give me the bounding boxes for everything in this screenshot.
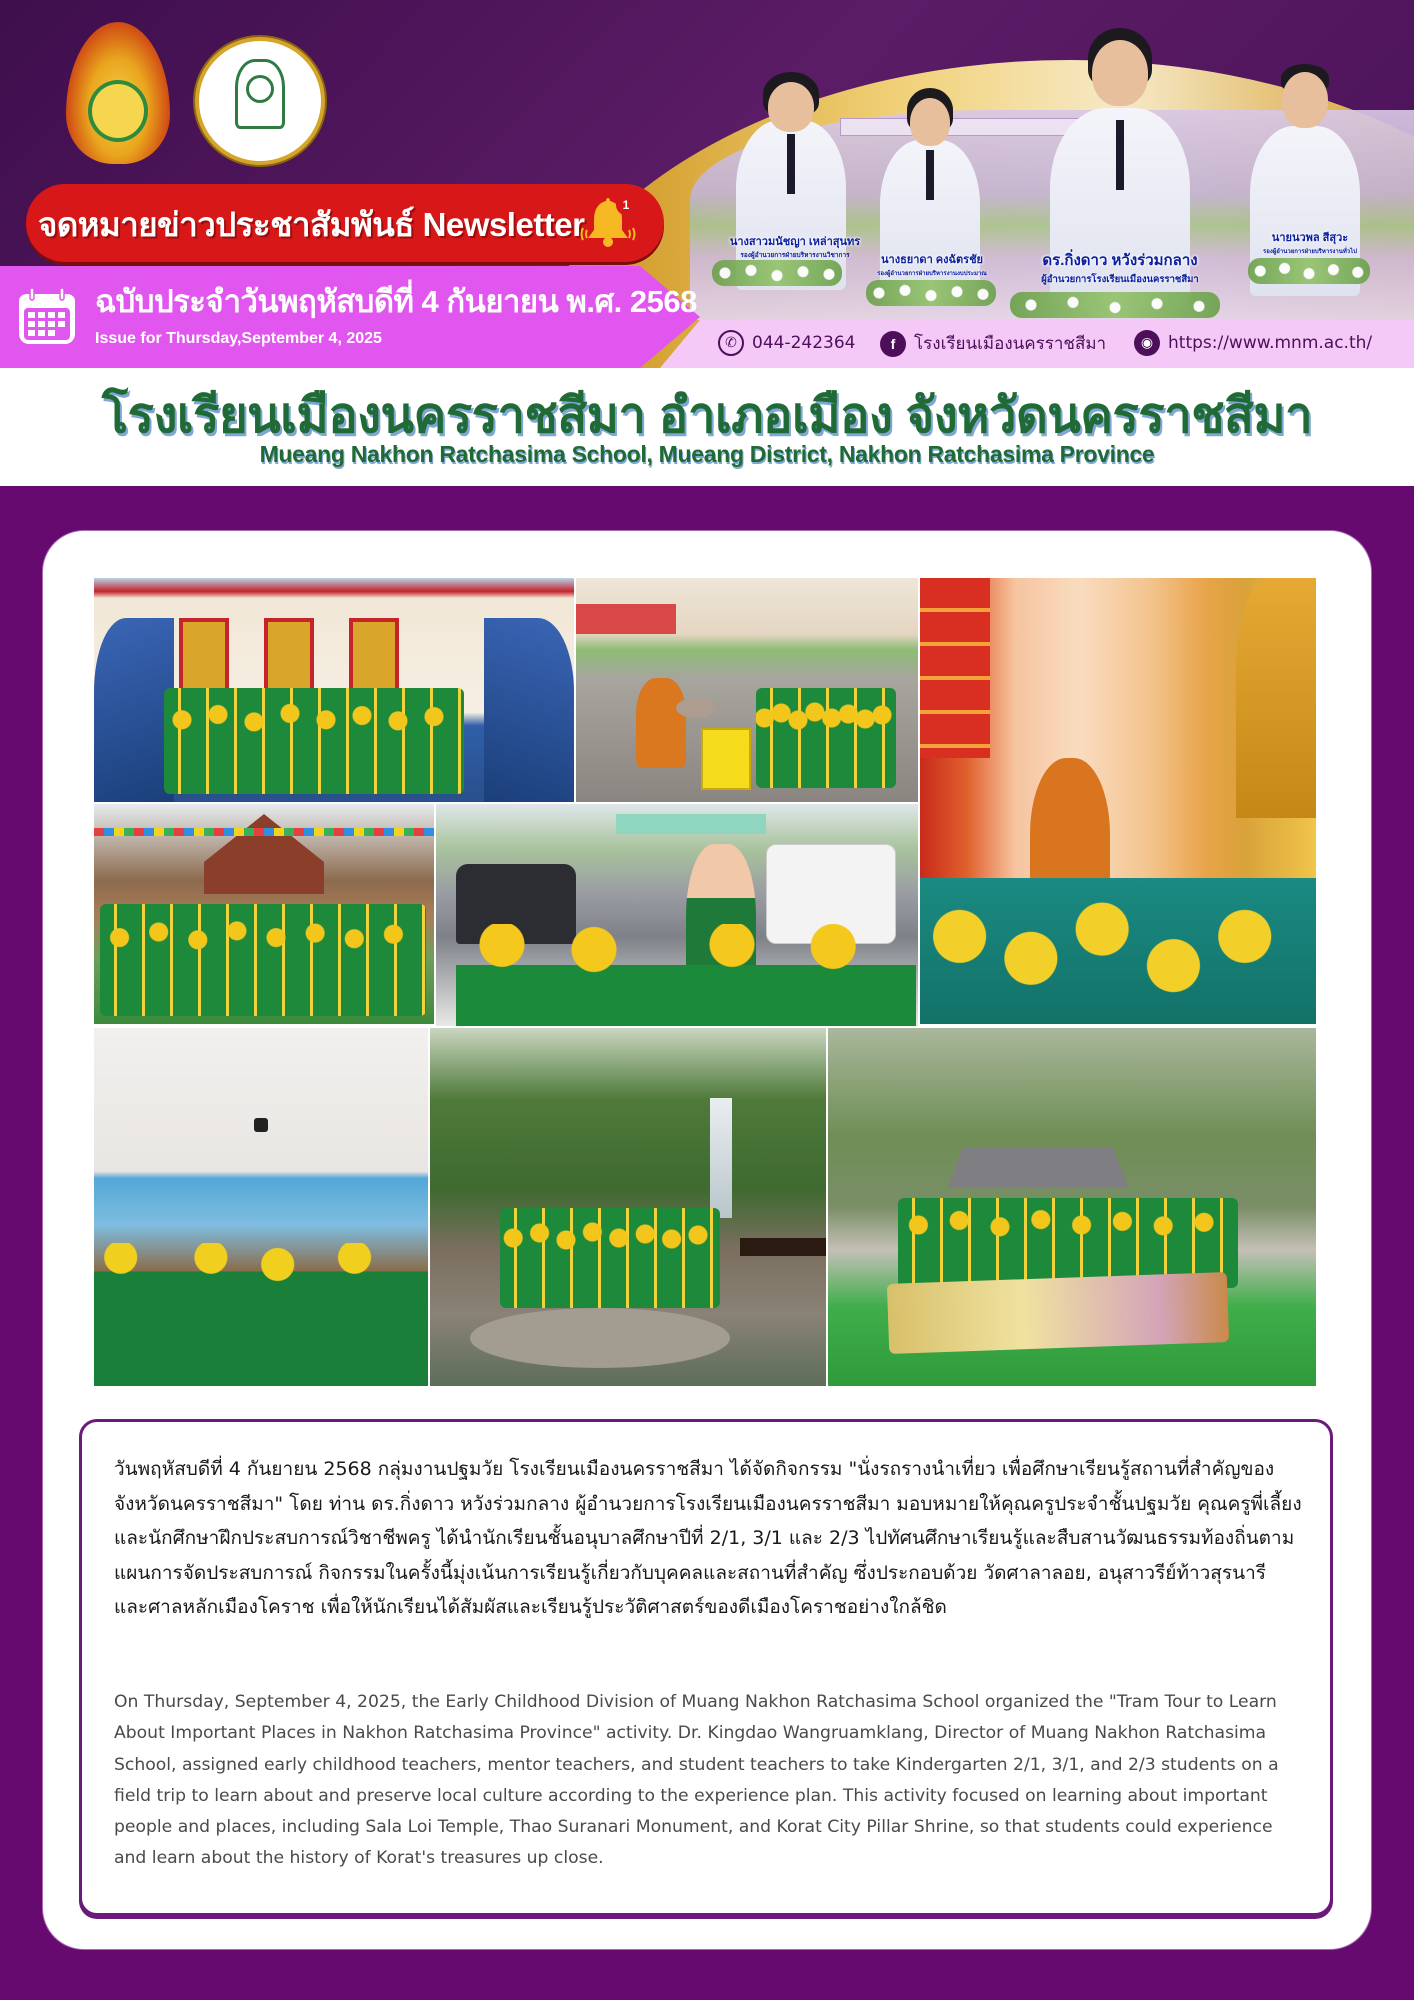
naga-statue-right <box>484 618 574 802</box>
students-group <box>100 904 426 1016</box>
flower-garland <box>1010 292 1220 318</box>
face <box>1282 72 1328 128</box>
flower-garland <box>1248 258 1370 284</box>
photo-waterfall-group[interactable] <box>430 1028 826 1386</box>
facebook-icon: f <box>880 331 906 357</box>
staff-caption-director <box>1030 248 1210 287</box>
waterfall-sign <box>740 1238 826 1256</box>
calendar-icon <box>16 286 78 348</box>
staff-role: ผู้อำนวยการโรงเรียนเมืองนครราชสีมา <box>1041 274 1199 285</box>
photo-monk-ordination-hall[interactable] <box>920 578 1316 1024</box>
photo-collage <box>94 578 1316 1386</box>
naga-statue-left <box>94 618 174 802</box>
photo-banner-group[interactable] <box>828 1028 1316 1386</box>
obec-emblem-logo <box>66 22 170 164</box>
photo-temple-naga-group[interactable] <box>94 578 574 802</box>
notification-badge: 1 <box>616 195 636 215</box>
staff-role: รองผู้อำนวยการฝ่ายบริหารงานทั่วไป <box>1263 249 1357 255</box>
necktie <box>1116 120 1124 190</box>
students-group <box>500 1208 720 1308</box>
temple-window <box>349 618 399 698</box>
students-seated <box>920 878 1316 1024</box>
article-paragraph-english: On Thursday, September 4, 2025, the Early Childhood Division of Muang Nakhon Ratchasima School organized the "Tram Tour to Learn About Important Places in Nakhon Ratchasima Province" activity. Dr. Kingdao Wangruamklang, Director of Muang Nakhon Ratchasima School, assigned early childhood teachers, mentor teachers, and student teachers to take Kindergarten 2/1, 3/1, and 2/3 students on a field trip to learn about and preserve local culture according to the experience plan. This activity focused on learning about important people and places, including Sala Loi Temple, Thao Suranari Monument, and Korat City Pillar Shrine, so that students could experience and learn about the history of Korat's treasures up close. <box>114 1692 1279 1869</box>
temple-window <box>179 618 229 698</box>
contact-website[interactable] <box>1134 330 1372 356</box>
staff-name: นายนวพล สีสุวะ <box>1271 232 1349 244</box>
face <box>910 98 950 146</box>
staff-caption-budget <box>862 250 1002 278</box>
red-pillar <box>920 578 990 758</box>
school-emblem-logo <box>195 37 325 165</box>
staff-caption-general <box>1245 228 1375 256</box>
staff-name: ดร.กิ่งดาว หวังร่วมกลาง <box>1042 252 1198 269</box>
staff-name: นางธยาดา คงฉัตรชัย <box>881 254 983 266</box>
necktie <box>926 150 934 200</box>
issue-date-thai: ฉบับประจำวันพฤหัสบดีที่ 4 กันยายน พ.ศ. 2568 <box>95 284 697 319</box>
temple-window <box>264 618 314 698</box>
phone-icon: ✆ <box>718 330 744 356</box>
contact-facebook[interactable] <box>880 330 1106 357</box>
yellow-sign <box>701 728 751 790</box>
newsletter-header <box>0 0 1414 368</box>
photo-tram-ride-selfie[interactable] <box>436 804 918 1026</box>
facebook-page-name: โรงเรียนเมืองนครราชสีมา <box>914 334 1107 354</box>
website-url: https://www.mnm.ac.th/ <box>1168 333 1373 353</box>
school-name-english: Mueang Nakhon Ratchasima School, Mueang District, Nakhon Ratchasima Province <box>259 441 1155 467</box>
necktie <box>787 134 795 194</box>
students-group <box>164 688 464 794</box>
rock <box>470 1308 730 1368</box>
face <box>768 82 814 132</box>
golden-buddha <box>1236 578 1316 818</box>
face <box>1092 40 1148 106</box>
event-banner <box>887 1272 1229 1354</box>
newsletter-title: จดหมายข่าวประชาสัมพันธ์ Newsletter <box>38 206 585 243</box>
tram-roof <box>616 814 766 834</box>
alms-bowl <box>676 698 716 718</box>
photo-pavilion-group[interactable] <box>94 804 434 1024</box>
phone-number: 044-242364 <box>752 333 856 353</box>
newsletter-title-banner <box>26 184 664 262</box>
photo-museum-diorama[interactable] <box>94 1028 428 1386</box>
obec-emblem-center <box>88 80 148 142</box>
flower-garland <box>712 260 842 286</box>
red-roof <box>576 604 676 634</box>
flower-garland <box>866 280 996 306</box>
staff-role: รองผู้อำนวยการฝ่ายบริหารงานวิชาการ <box>740 252 850 259</box>
article-paragraph-thai: วันพฤหัสบดีที่ 4 กันยายน 2568 กลุ่มงานปฐมวัย โรงเรียนเมืองนครราชสีมา ได้จัดกิจกรรม "นั่งรถรางนำเที่ยว เพื่อศึกษาเรียนรู้สถานที่สำคัญของจังหวัดนครราชสีมา" โดย ท่าน ดร.กิ่งดาว หวังร่วมกลาง ผู้อำนวยการโรงเรียนเมืองนครราชสีมา มอบหมายให้คุณครูประจำชั้นปฐมวัย คุณครูพี่เลี้ยงและนักศึกษาฝึกประสบการณ์วิชาชีพครู ได้นำนักเรียนชั้นอนุบาลศึกษาปีที่ 2/1, 3/1 และ 2/3 ไปทัศนศึกษาเรียนรู้และสืบสานวัฒนธรรมท้องถิ่นตามแผนการจัดประสบการณ์ กิจกรรมในครั้งนี้มุ่งเน้นการเรียนรู้เกี่ยวกับบุคคลและสถานที่สำคัญ ซึ่งประกอบด้วย วัดศาลาลอย, อนุสาวรีย์ท้าวสุรนารี และศาลหลักเมืองโคราช เพื่อให้นักเรียนได้สัมผัสและเรียนรู้ประวัติศาสตร์ของดีเมืองโคราชอย่างใกล้ชิด <box>114 1458 1302 1618</box>
house-roof <box>948 1148 1128 1188</box>
pavilion-roof <box>204 814 324 894</box>
contact-phone[interactable] <box>718 330 855 356</box>
staff-name: นางสาวมนัชญา เหล่าสุนทร <box>729 236 861 248</box>
photo-monk-blessing-tent[interactable] <box>576 578 918 802</box>
speaker-device <box>254 1118 268 1132</box>
waterfall <box>710 1098 732 1218</box>
school-name-thai: โรงเรียนเมืองนครราชสีมา อำเภอเมือง จังหวัดนครราชสีมา <box>101 389 1313 443</box>
bunting-flags <box>94 828 434 836</box>
students-group <box>756 688 896 788</box>
students-close-up <box>456 924 916 1026</box>
students-viewing-exhibit <box>94 1243 428 1386</box>
monk-figure <box>636 678 686 768</box>
globe-icon: ◉ <box>1134 330 1160 356</box>
issue-date-english: Issue for Thursday,September 4, 2025 <box>95 330 382 347</box>
staff-caption-academic <box>705 232 885 260</box>
staff-role: รองผู้อำนวยการฝ่ายบริหารงานงบประมาณ <box>877 271 987 277</box>
dharma-wheel-icon <box>246 75 274 103</box>
